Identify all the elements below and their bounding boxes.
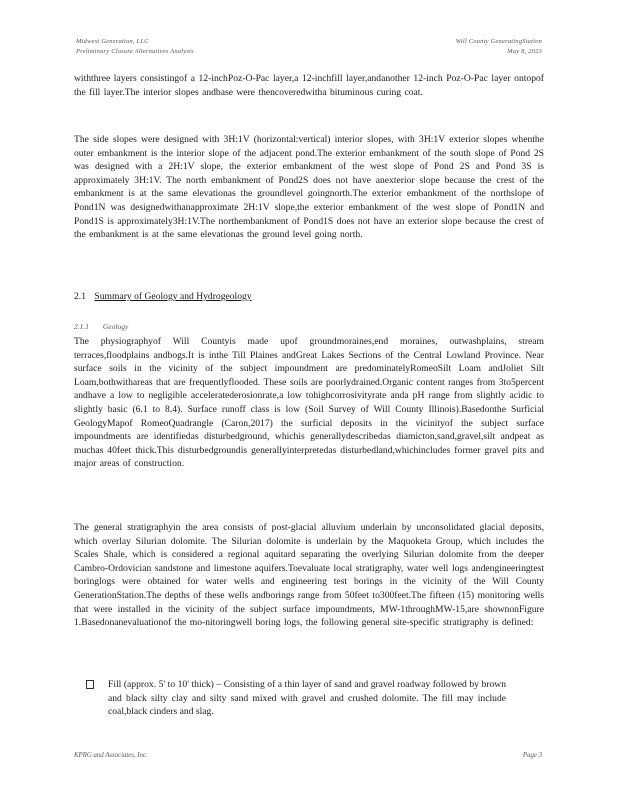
paragraph-poz-o-pac-layers: withthree layers consistingof a 12-inchPoz-O-Pac layer,a 12-inchfill layer,andanother 12-inch Poz-O-Pac layer ontopof the fill layer.The interior slopes andbase were thencoveredwitha bituminous curing coat. [74,73,544,98]
subsection-heading [74,322,128,331]
paragraph-physiography: The physiographyof Will Countyis made upof groundmoraines,end moraines, outwashplains, stream terraces,floodplains andbogs.It is inthe Till Plaines andGreat Lakes Sections of the Central Lowland Province. Near surface soils in the vicinity of the subject impoundment are predominatelyRomeoSilt Loam andJoliet Silt Loam,bothwithareas that are frequentlyflooded. These soils are poorlydrained.Organic content ranges from 3to5percent andhave a low to negligible acceleratederosionrate,a low tohighcorrosivityrate anda pH range from slightly acidic to slightly basic (6.1 to 8.4). Surface runoff class is low (Soil Survey of Will County Illinois).Basedonthe Surficial GeologyMapof RomeoQuadrangle (Caron,2017) the surficial deposits in the vicinityof the subject surface impoundments are identifiedas disturbedground, whichis generallydescribedas diamicton,sand,gravel,silt andpeat as muchas 40feet thick.This disturbedgroundis generallyinterpretedas disturbedland,whichincludes former gravel pits and major areas of construction. [74,336,544,470]
header-company: Midwest Generation, LLC [76,38,149,45]
paragraph-stratigraphy: The general stratigraphyin the area consists of post-glacial alluvium underlain by unconsolidated glacial deposits, which overlay Silurian dolomite. The Silurian dolomite is underlain by the Maquoketa Group, which includes the Scales Shale, which is considered a regional aquitard separating the overlying Silurian dolomite from the deeper Cambro-Ordovician sandstone and limestone aquifers.Toevaluate local stratigraphy, water well logs andengineeringtest boringlogs were obtained for water wells and engineering test borings in the vicinity of the Will County GenerationStation.The depths of these wells andborings range from 50feet to300feet.The fifteen (15) monitoring wells that were installed in the vicinity of the subject surface impoundments, MW-1throughMW-15,are shownonFigure 1.Basedonanevaluationof the mo-nitoringwell boring logs, the following general site-specific stratigraphy is defined: [74,522,544,629]
section-number: 2.1 [74,291,86,302]
bullet-text: Fill (approx. 5' to 10' thick) – Consisting of a thin layer of sand and gravel roadway followed by brown and black silty clay and silty sand mixed with gravel and crushed dolomite. The fill may include coal,black cinders and slag. [108,679,506,718]
subsection-title: Geology [102,322,129,331]
checkbox-bullet-icon [86,680,94,689]
header-date: May 8, 2023 [507,48,542,55]
subsection-number: 2.1.1 [74,322,89,331]
header-station: Will County GeneratingStation [455,38,542,45]
page-number: Page 3 [522,752,542,759]
list-item [86,678,506,719]
header-document-title: Preliminary Closure Alternatives Analysis [76,48,194,55]
section-title: Summary of Geology and Hydrogeology [94,291,252,302]
footer-company: KPRG and Associates, Inc. [74,752,148,759]
paragraph-side-slopes: The side slopes were designed with 3H:1V (horizontal:vertical) interior slopes, with 3H:1V exterior slopes whenthe outer embankment is the interior slope of the adjacent pond.The exterior embankment of the south slope of Pond 2S was designed with a 2H:1V slope, the exterior embankment of the west slope of Pond 2S and Pond 3S is approximately 3H:1V. The north embankment of Pond2S does not have anexterior slope because the crest of the embankment is at the same elevationas the groundlevel goingnorth.The exterior embankment of the northslope of Pond1N was designedwithanapproximate 2H:1V slope,the exterior embankment of the west slope of Pond1N and Pond1S is approximately3H:1V.The northembankment of Pond1S does not have an exterior slope because the crest of the embankment is at the same elevationas the ground level going north. [74,134,544,241]
section-heading [74,291,252,302]
